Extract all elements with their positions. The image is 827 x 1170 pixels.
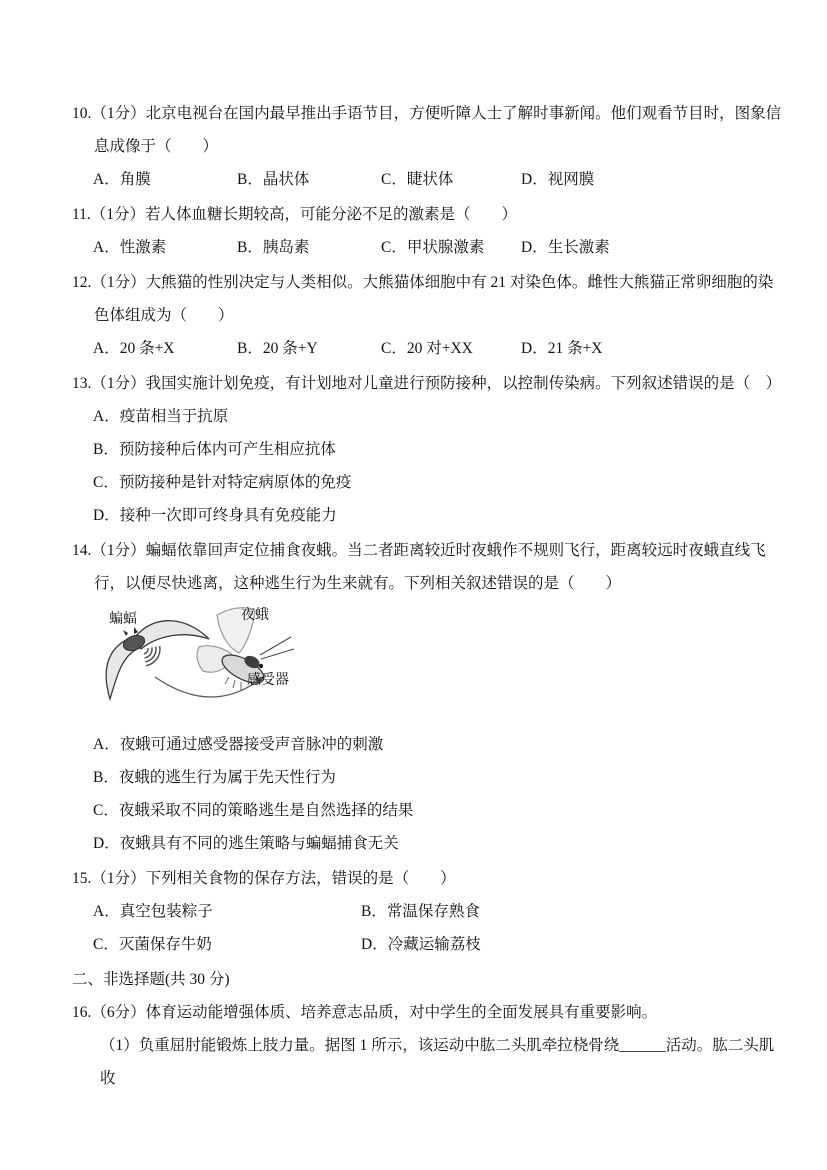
option-a: A．疫苗相当于抗原 xyxy=(93,408,229,425)
bat-moth-illustration xyxy=(95,605,317,721)
bat-moth-figure xyxy=(95,605,783,721)
option-b: B．胰岛素 xyxy=(237,239,310,256)
option-a: A．20 条+X xyxy=(93,340,175,357)
question-16 xyxy=(72,996,783,1095)
receptor-label: 感受器 xyxy=(247,673,289,688)
question-13 xyxy=(72,367,783,532)
question-11-stem: 11.（1分）若人体血糖长期较高，可能分泌不足的激素是（ ） xyxy=(72,206,518,223)
question-16-stem: 16.（6分）体育运动能增强体质、培养意志品质，对中学生的全面发展具有重要影响。 xyxy=(72,1004,658,1021)
moth-label: 夜蛾 xyxy=(241,608,269,623)
question-14 xyxy=(72,534,783,860)
question-16-sub-1: （1）负重屈肘能锻炼上肢力量。据图 1 所示，该运动中肱二头肌牵拉桡骨绕______活动。肱二头肌收 xyxy=(100,1037,775,1087)
option-a: A．角膜 xyxy=(93,171,151,188)
sonar-waves-icon xyxy=(144,646,160,666)
option-b: B．夜蛾的逃生行为属于先天性行为 xyxy=(93,769,336,786)
bat-label: 蝙蝠 xyxy=(109,612,137,627)
question-15-options-row-2 xyxy=(93,928,783,961)
bat-illustration xyxy=(106,621,209,699)
option-d: D．21 条+X xyxy=(521,340,603,357)
question-12 xyxy=(72,266,783,365)
option-a: A．夜蛾可通过感受器接受声音脉冲的刺激 xyxy=(93,736,384,753)
option-c: C．灭菌保存牛奶 xyxy=(93,936,212,953)
question-11 xyxy=(72,198,783,264)
question-10-options xyxy=(93,163,783,196)
option-d: D．视网膜 xyxy=(521,171,595,188)
question-13-stem: 13.（1分）我国实施计划免疫，有计划地对儿童进行预防接种，以控制传染病。下列叙述错误的是（ ） xyxy=(72,375,782,392)
option-c: C．睫状体 xyxy=(381,171,454,188)
option-d: D．生长激素 xyxy=(521,239,610,256)
question-10-stem: 10.（1分）北京电视台在国内最早推出手语节目，方便听障人士了解时事新闻。他们观看节目时，图象信息成像于（ ） xyxy=(72,105,782,155)
option-d: D．冷藏运输荔枝 xyxy=(361,936,481,953)
option-c: C．20 对+XX xyxy=(381,340,473,357)
option-b: B．预防接种后体内可产生相应抗体 xyxy=(93,441,336,458)
option-b: B．常温保存熟食 xyxy=(361,903,480,920)
option-c: C．甲状腺激素 xyxy=(381,239,485,256)
question-15 xyxy=(72,862,783,961)
question-12-stem: 12.（1分）大熊猫的性别决定与人类相似。大熊猫体细胞中有 21 对染色体。雌性大熊猫正常卵细胞的染色体组成为（ ） xyxy=(72,274,774,324)
question-10 xyxy=(72,97,783,196)
question-12-options xyxy=(93,332,783,365)
option-a: A．真空包装粽子 xyxy=(93,903,213,920)
question-15-options-row-1 xyxy=(93,895,783,928)
question-15-stem: 15.（1分）下列相关食物的保存方法，错误的是（ ） xyxy=(72,870,456,887)
option-b: B．晶状体 xyxy=(237,171,310,188)
option-b: B．20 条+Y xyxy=(237,340,318,357)
section-2-header: 二、非选择题(共 30 分) xyxy=(72,971,230,988)
question-14-stem: 14.（1分）蝙蝠依靠回声定位捕食夜蛾。当二者距离较近时夜蛾作不规则飞行，距离较远时夜蛾直线飞行，以便尽快逃离，这种逃生行为生来就有。下列相关叙述错误的是（ ） xyxy=(72,542,766,592)
option-a: A．性激素 xyxy=(93,239,167,256)
question-11-options xyxy=(93,231,783,264)
option-d: D．夜蛾具有不同的逃生策略与蝙蝠捕食无关 xyxy=(93,835,399,852)
option-c: C．预防接种是针对特定病原体的免疫 xyxy=(93,474,352,491)
option-d: D．接种一次即可终身具有免疫能力 xyxy=(93,507,337,524)
option-c: C．夜蛾采取不同的策略逃生是自然选择的结果 xyxy=(93,802,414,819)
